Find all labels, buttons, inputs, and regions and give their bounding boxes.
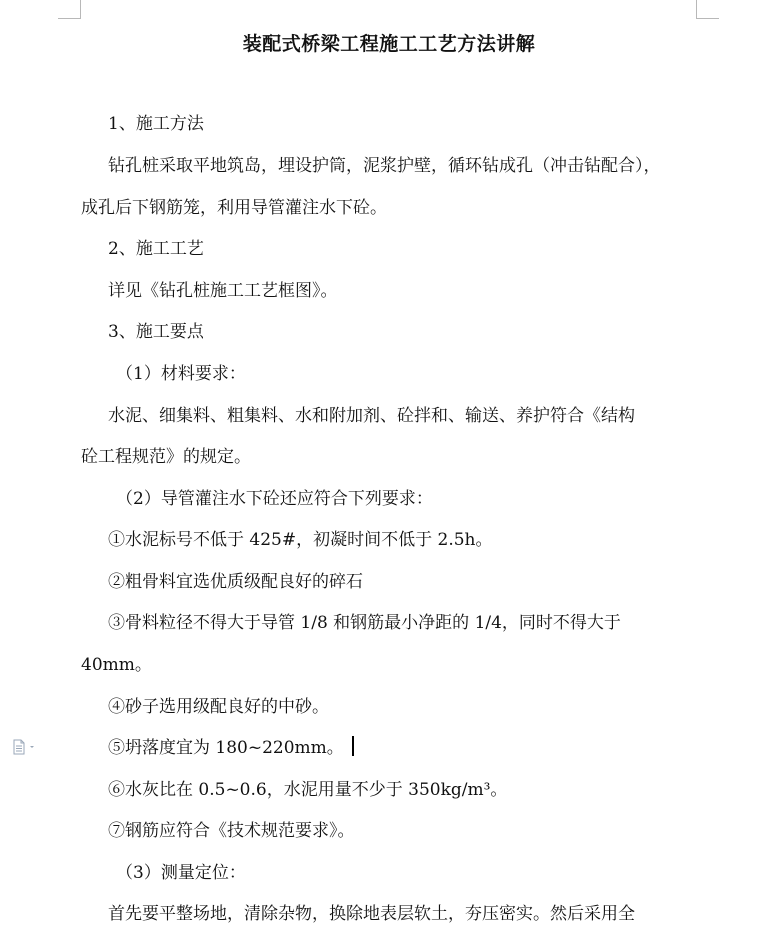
paragraph-line: 钻孔桩采取平地筑岛，埋设护筒，泥浆护壁，循环钻成孔（冲击钻配合）， bbox=[108, 156, 661, 176]
page-corner-mark-top-left bbox=[58, 0, 81, 19]
list-item: ④砂子选用级配良好的中砂。 bbox=[108, 697, 329, 717]
list-item-text: ⑤坍落度宜为 180~220mm。 bbox=[108, 738, 344, 758]
paragraph-line: 成孔后下钢筋笼，利用导管灌注水下砼。 bbox=[81, 198, 387, 218]
heading-construction-method: 1、施工方法 bbox=[108, 114, 204, 134]
heading-construction-points: 3、施工要点 bbox=[108, 322, 204, 342]
list-item: ②粗骨料宜选优质级配良好的碎石 bbox=[108, 572, 363, 592]
subheading-material-requirements: （1）材料要求： bbox=[116, 364, 246, 384]
list-item: ⑥水灰比在 0.5~0.6，水泥用量不少于 350kg/m³。 bbox=[108, 780, 508, 800]
paragraph-line: 40mm。 bbox=[81, 655, 152, 675]
paragraph-line: 详见《钻孔桩施工工艺框图》。 bbox=[108, 281, 338, 301]
heading-construction-process: 2、施工工艺 bbox=[108, 239, 204, 259]
subheading-survey-positioning: （3）测量定位： bbox=[116, 863, 246, 883]
list-item: ①水泥标号不低于 425#，初凝时间不低于 2.5h。 bbox=[108, 530, 493, 550]
paragraph-line: 砼工程规范》的规定。 bbox=[81, 447, 251, 467]
subheading-underwater-concrete: （2）导管灌注水下砼还应符合下列要求： bbox=[116, 489, 433, 509]
document-title: 装配式桥梁工程施工工艺方法讲解 bbox=[242, 33, 536, 55]
list-item-with-cursor[interactable] bbox=[108, 736, 354, 760]
paragraph-line: 首先要平整场地，清除杂物，换除地表层软土，夯压密实。然后采用全 bbox=[108, 904, 635, 924]
paragraph-line: 水泥、细集料、粗集料、水和附加剂、砼拌和、输送、养护符合《结构 bbox=[108, 406, 635, 426]
list-item: ③骨料粒径不得大于导管 1/8 和钢筋最小净距的 1/4，同时不得大于 bbox=[108, 613, 621, 633]
page-corner-mark-top-right bbox=[696, 0, 719, 19]
list-item: ⑦钢筋应符合《技术规范要求》。 bbox=[108, 821, 355, 841]
paragraph-options-icon[interactable] bbox=[12, 739, 36, 755]
text-cursor bbox=[352, 736, 354, 756]
